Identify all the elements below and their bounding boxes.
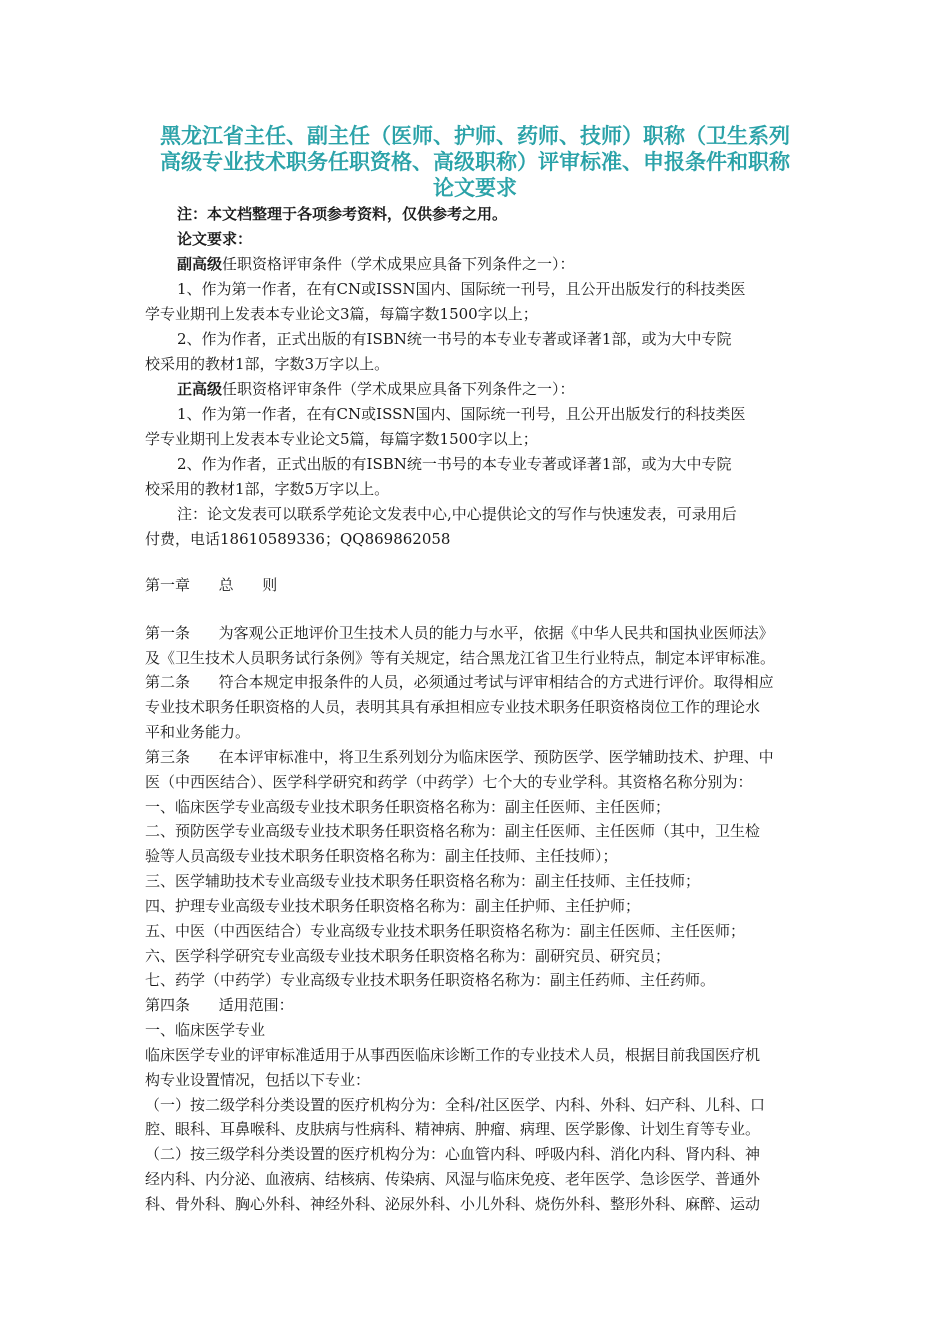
- body-line: 一、临床医学专业高级专业技术职务任职资格名称为：副主任医师、主任医师；: [145, 798, 671, 816]
- deputy-item-line: 校采用的教材1部，字数3万字以上。: [145, 355, 390, 373]
- deputy-senior-label: 副高级: [177, 255, 223, 273]
- body-line: 及《卫生技术人员职务试行条例》等有关规定，结合黑龙江省卫生行业特点，制定本评审标准。: [145, 649, 776, 667]
- body-line: 验等人员高级专业技术职务任职资格名称为：副主任技师、主任技师）；: [145, 847, 618, 865]
- body-line: 构专业设置情况，包括以下专业：: [145, 1071, 371, 1089]
- body-line: 二、预防医学专业高级专业技术职务任职资格名称为：副主任医师、主任医师（其中，卫生检: [145, 822, 761, 840]
- body-line: 科、骨外科、胸心外科、神经外科、泌尿外科、小儿外科、烧伤外科、整形外科、麻醉、运动: [145, 1195, 761, 1213]
- deputy-senior-criteria: [177, 254, 575, 274]
- body-line: 经内科、内分泌、血液病、结核病、传染病、风湿与临床免疫、老年医学、急诊医学、普通外: [145, 1170, 761, 1188]
- contact-note-line: 付费，电话18610589336；QQ869862058: [145, 530, 451, 548]
- document-title-line-1: 黑龙江省主任、副主任（医师、护师、药师、技师）职称（卫生系列: [160, 124, 790, 148]
- body-line: 四、护理专业高级专业技术职务任职资格名称为：副主任护师、主任护师；: [145, 897, 641, 915]
- body-line: 平和业务能力。: [145, 723, 251, 741]
- body-line: 第四条 适用范围：: [145, 996, 294, 1014]
- body-line: 腔、眼科、耳鼻喉科、皮肤病与性病科、精神病、肿瘤、病理、医学影像、计划生育等专业。: [145, 1120, 761, 1138]
- senior-item-line: 学专业期刊上发表本专业论文5篇，每篇字数1500字以上；: [145, 430, 538, 448]
- full-senior-criteria-text: 任职资格评审条件（学术成果应具备下列条件之一）：: [222, 380, 575, 398]
- chapter-heading: 第一章 总 则: [145, 576, 278, 594]
- document-title-line-3: 论文要求: [433, 176, 517, 200]
- body-line: 第三条 在本评审标准中，将卫生系列划分为临床医学、预防医学、医学辅助技术、护理、中: [145, 748, 774, 766]
- body-line: 六、医学科学研究专业高级专业技术职务任职资格名称为：副研究员、研究员；: [145, 947, 671, 965]
- body-line: （二）按三级学科分类设置的医疗机构分为：心血管内科、呼吸内科、消化内科、肾内科、神: [145, 1145, 761, 1163]
- reference-note: 注：本文档整理于各项参考资料，仅供参考之用。: [177, 205, 508, 223]
- senior-item-line: 1、作为第一作者，在有CN或ISSN国内、国际统一刊号，且公开出版发行的科技类医: [177, 405, 746, 423]
- document-title-line-2: 高级专业技术职务任职资格、高级职称）评审标准、申报条件和职称: [160, 150, 790, 174]
- body-line: （一）按二级学科分类设置的医疗机构分为：全科/社区医学、内科、外科、妇产科、儿科、口: [145, 1096, 766, 1114]
- senior-item-line: 校采用的教材1部，字数5万字以上。: [145, 480, 390, 498]
- body-line: 第二条 符合本规定申报条件的人员，必须通过考试与评审相结合的方式进行评价。取得相应: [145, 673, 774, 691]
- paper-requirements-heading: 论文要求：: [177, 230, 253, 248]
- body-line: 第一条 为客观公正地评价卫生技术人员的能力与水平，依据《中华人民共和国执业医师法》: [145, 624, 774, 642]
- deputy-item-line: 学专业期刊上发表本专业论文3篇，每篇字数1500字以上；: [145, 305, 538, 323]
- body-line: 七、药学（中药学）专业高级专业技术职务任职资格名称为：副主任药师、主任药师。: [145, 971, 716, 989]
- deputy-item-line: 2、作为作者，正式出版的有ISBN统一书号的本专业专著或译著1部，或为大中专院: [177, 330, 732, 348]
- body-line: 五、中医（中西医结合）专业高级专业技术职务任职资格名称为：副主任医师、主任医师；: [145, 922, 746, 940]
- deputy-item-line: 1、作为第一作者，在有CN或ISSN国内、国际统一刊号，且公开出版发行的科技类医: [177, 280, 746, 298]
- body-line: 专业技术职务任职资格的人员，表明其具有承担相应专业技术职务任职资格岗位工作的理论水: [145, 698, 761, 716]
- body-line: 临床医学专业的评审标准适用于从事西医临床诊断工作的专业技术人员，根据目前我国医疗机: [145, 1046, 761, 1064]
- body-line: 一、临床医学专业: [145, 1021, 266, 1039]
- body-line: 三、医学辅助技术专业高级专业技术职务任职资格名称为：副主任技师、主任技师；: [145, 872, 701, 890]
- full-senior-criteria: [177, 379, 575, 399]
- body-line: 医（中西医结合）、医学科学研究和药学（中药学）七个大的专业学科。其资格名称分别为：: [145, 773, 753, 791]
- full-senior-label: 正高级: [177, 380, 223, 398]
- contact-note-line: 注：论文发表可以联系学苑论文发表中心,中心提供论文的写作与快速发表，可录用后: [177, 505, 737, 523]
- senior-item-line: 2、作为作者，正式出版的有ISBN统一书号的本专业专著或译著1部，或为大中专院: [177, 455, 732, 473]
- deputy-senior-criteria-text: 任职资格评审条件（学术成果应具备下列条件之一）：: [222, 255, 575, 273]
